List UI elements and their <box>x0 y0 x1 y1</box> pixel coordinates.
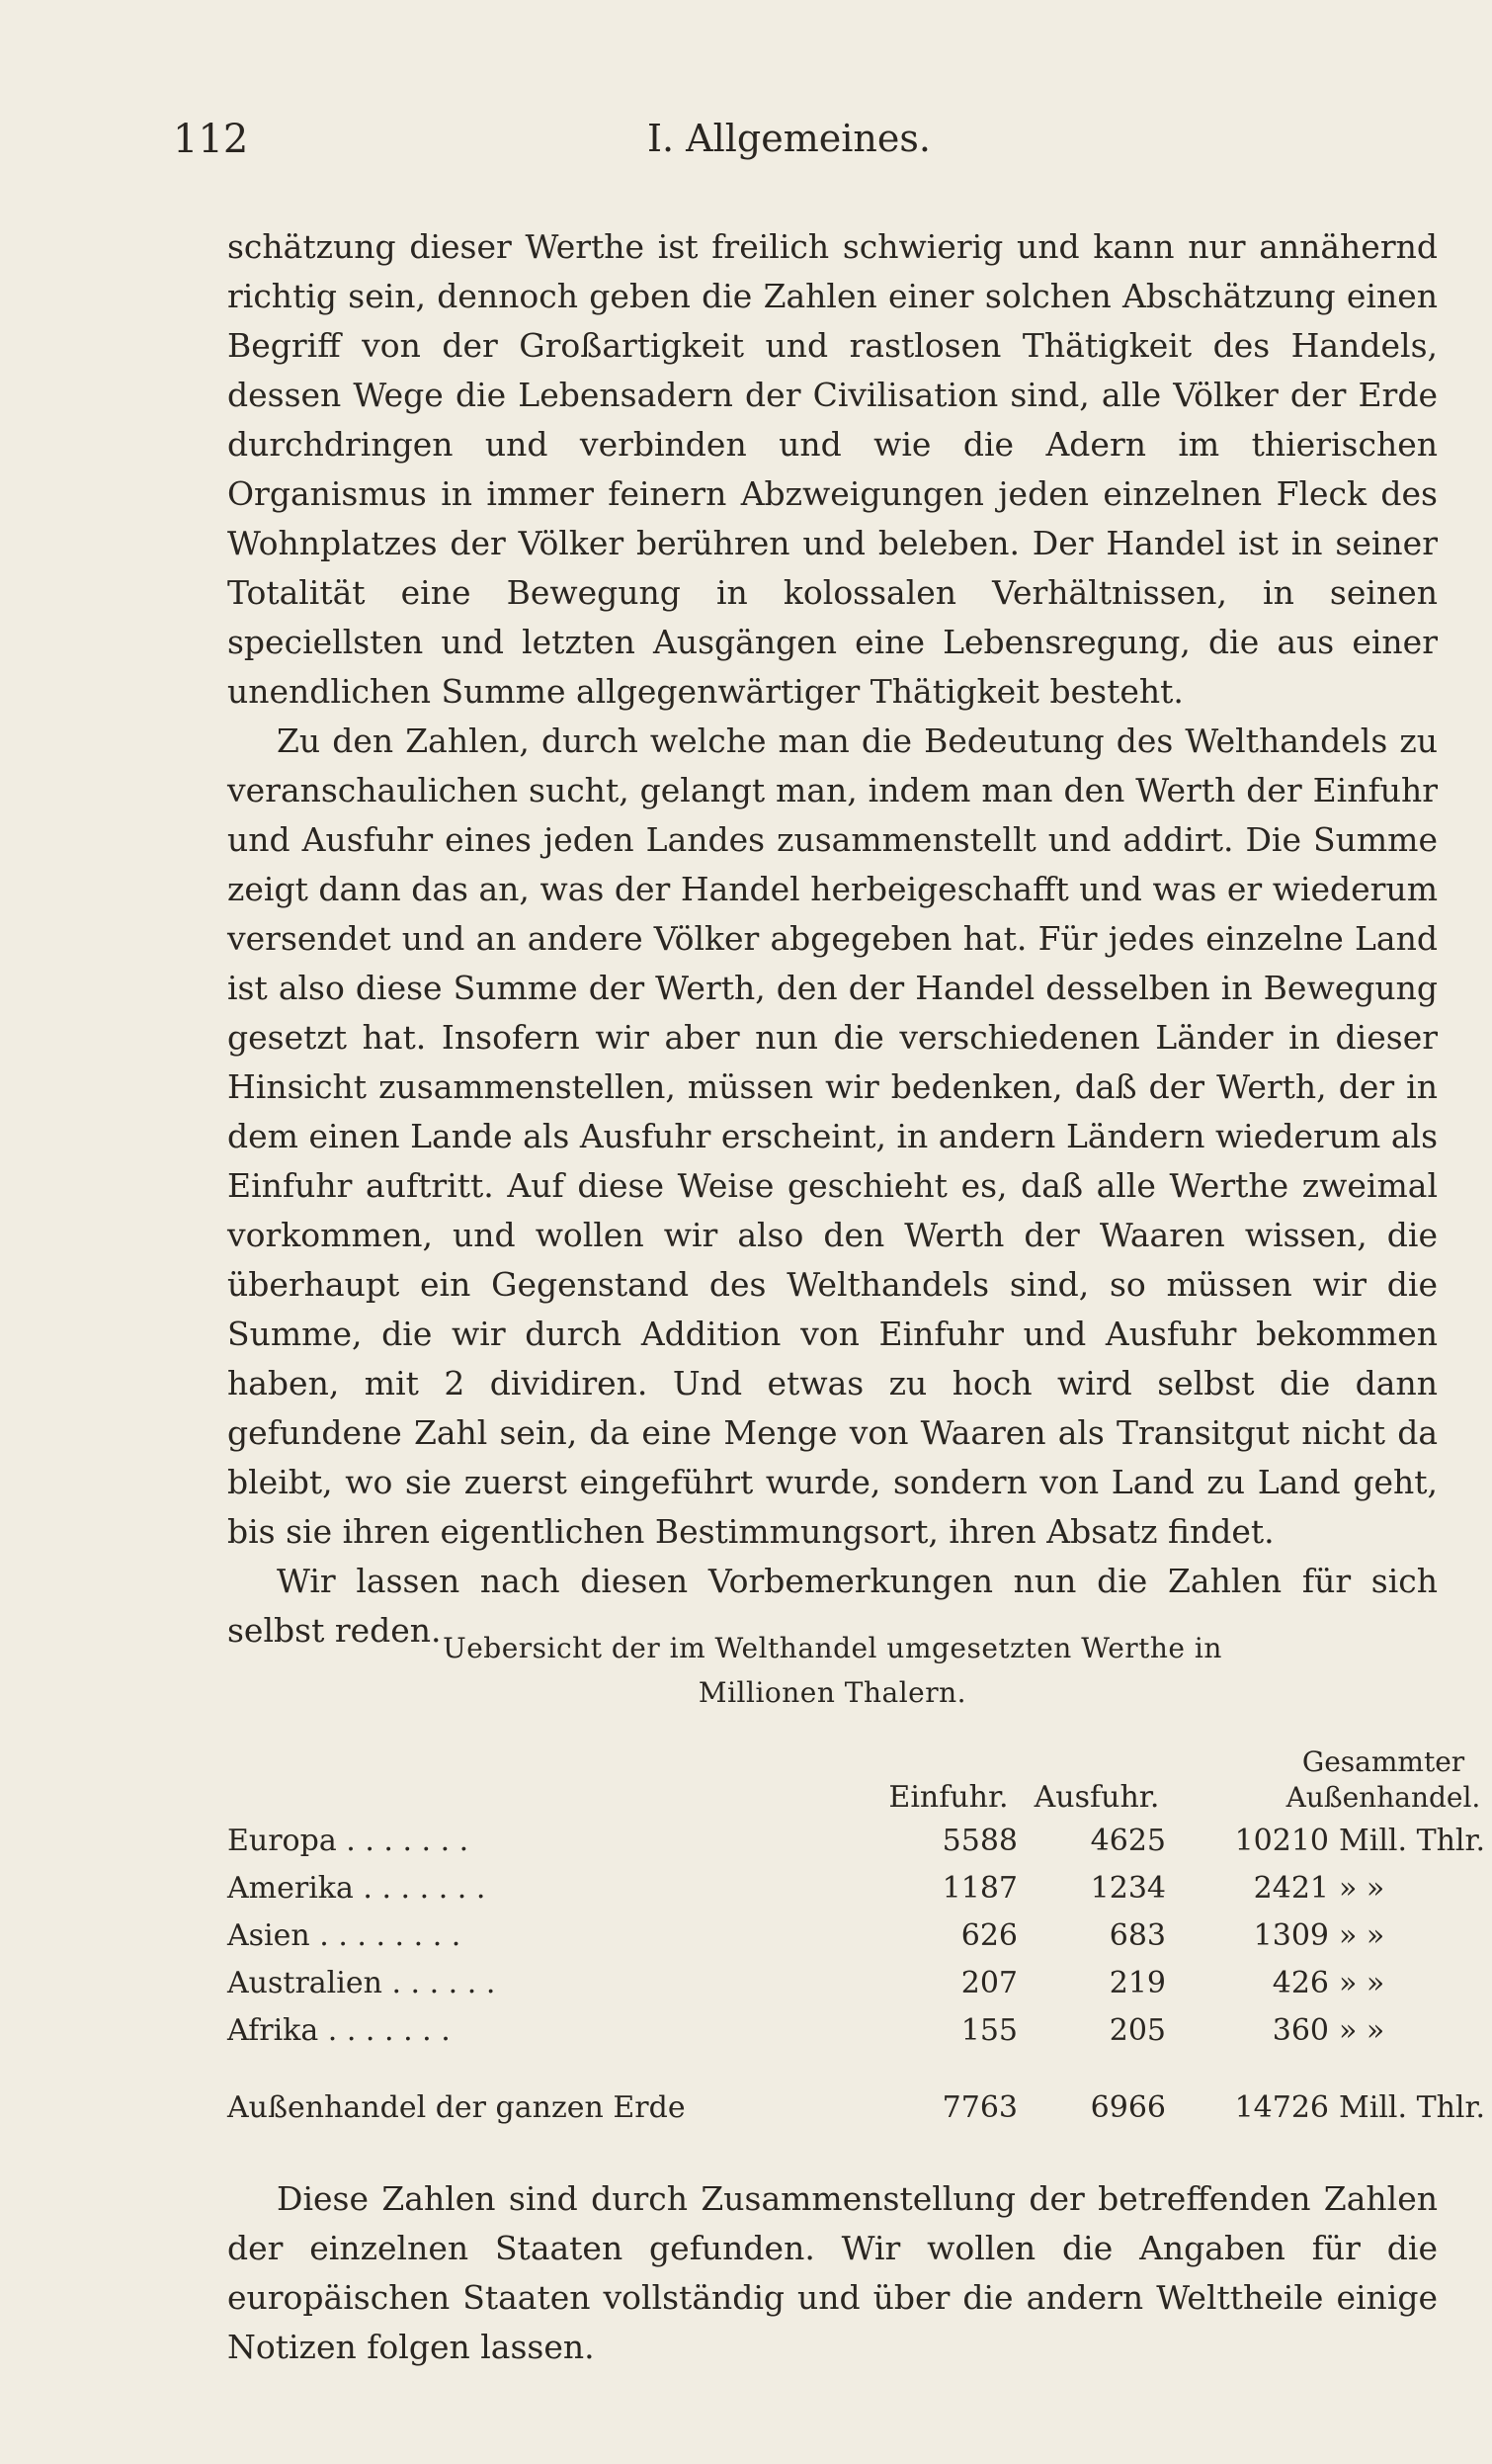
paragraph-2: Zu den Zahlen, durch welche man die Bedeutung des Welthandels zu veranschaulichen sucht, gelangt man, indem man den Werth der Einfuhr und Ausfuhr eines jeden Landes zusammenstellt und addirt. Die Summe zeigt dann das an, was der Handel herbeigeschafft und was er wiederum versendet und an andere Völker abgegeben hat. Für jedes einzelne Land ist also diese Summe der Werth, den der Handel desselben in Bewegung gesetzt hat. Insofern wir aber nun die verschiedenen Länder in dieser Hinsicht zusammenstellen, müssen wir bedenken, daß der Werth, der in dem einen Lande als Ausfuhr erscheint, in andern Ländern wiederum als Einfuhr auftritt. Auf diese Weise geschieht es, daß alle Werthe zweimal vorkommen, und wollen wir also den Werth der Waaren wissen, die überhaupt ein Gegenstand des Welthandels sind, so müssen wir die Summe, die wir durch Addition von Einfuhr und Ausfuhr bekommen haben, mit 2 dividiren. Und etwas zu hoch wird selbst die dann gefundene Zahl sein, da eine Menge von Waaren als Transitgut nicht da bleibt, wo sie zuerst eingeführt wurde, sondern von Land zu Land geht, bis sie ihren eigentlichen Bestimmungsort, ihren Absatz findet. <box>227 722 1438 1551</box>
row-region: Amerika . . . . . . . <box>227 1871 486 1906</box>
table-row <box>227 1918 1438 1966</box>
row-unit: » » <box>1339 1871 1385 1906</box>
header-total-line-1: Gesammter <box>1301 1745 1465 1778</box>
table-total-row <box>227 2090 1486 2138</box>
row-unit: Mill. Thlr. <box>1339 1824 1486 1858</box>
row-region: Asien . . . . . . . . <box>227 1918 461 1953</box>
table-row <box>227 1871 1438 1918</box>
table-caption <box>227 1626 1438 1715</box>
row-import: 155 <box>960 2013 1018 2048</box>
row-total: 1309 <box>1253 1918 1329 1953</box>
row-total: 2421 <box>1253 1871 1329 1906</box>
table-caption-line-1: Uebersicht der im Welthandel umgesetzten Werthe in <box>443 1632 1222 1664</box>
row-total: 360 <box>1272 2013 1329 2048</box>
row-total: 426 <box>1272 1966 1329 2000</box>
header-total-line-2: Außenhandel. <box>1285 1781 1481 1814</box>
row-unit: » » <box>1339 1918 1385 1953</box>
paragraph-1: schätzung dieser Werthe ist freilich schwierig und kann nur annähernd richtig sein, dennoch geben die Zahlen einer solchen Abschätzung einen Begriff von der Großartigkeit und rastlosen Thätigkeit des Handels, dessen Wege die Lebensadern der Civilisation sind, alle Völker der Erde durchdringen und verbinden und wie die Adern im thierischen Organismus in immer feinern Abzweigungen jeden einzelnen Fleck des Wohnplatzes der Völker berühren und beleben. Der Handel ist in seiner Totalität eine Bewegung in kolossalen Verhältnissen, in seinen speciellsten und letzten Ausgängen eine Lebensregung, die aus einer unendlichen Summe allgegenwärtiger Thätigkeit besteht. <box>227 227 1438 711</box>
running-title: I. Allgemeines. <box>647 117 931 160</box>
row-region: Europa . . . . . . . <box>227 1824 469 1858</box>
row-region: Australien . . . . . . <box>227 1966 496 2000</box>
total-export: 6966 <box>1090 2090 1166 2125</box>
row-export: 205 <box>1109 2013 1166 2048</box>
header-total <box>1275 1744 1492 1816</box>
table-row <box>227 1966 1438 2013</box>
closing-paragraph: Diese Zahlen sind durch Zusammenstellung der betreffenden Zahlen der einzelnen Staaten gefunden. Wir wollen die Angaben für die europäischen Staaten vollständig und über die andern Welttheile einige Notizen folgen lassen. <box>227 2179 1438 2366</box>
row-unit: » » <box>1339 1966 1385 2000</box>
body-text <box>227 222 1438 1656</box>
table-row <box>227 2013 1438 2061</box>
page-number: 112 <box>173 117 249 162</box>
paragraph-3: Wir lassen nach diesen Vorbemerkungen nun die Zahlen für sich selbst reden. <box>227 1562 1438 1650</box>
row-unit: » » <box>1339 2013 1385 2048</box>
total-total: 14726 <box>1234 2090 1329 2125</box>
total-import: 7763 <box>942 2090 1018 2125</box>
header-export: Ausfuhr. <box>1034 1780 1160 1815</box>
row-export: 683 <box>1109 1918 1166 1953</box>
table-row <box>227 1824 1486 1871</box>
total-region: Außenhandel der ganzen Erde <box>227 2090 686 2125</box>
table-header-row <box>227 1744 1481 1824</box>
row-export: 219 <box>1109 1966 1166 2000</box>
row-import: 207 <box>960 1966 1018 2000</box>
page-header <box>173 117 1289 176</box>
row-export: 1234 <box>1090 1871 1166 1906</box>
row-export: 4625 <box>1090 1824 1166 1858</box>
total-unit: Mill. Thlr. <box>1339 2090 1486 2125</box>
header-import: Einfuhr. <box>888 1780 1009 1815</box>
trade-table <box>227 1744 1486 2138</box>
row-import: 5588 <box>942 1824 1018 1858</box>
table-caption-line-2: Millionen Thalern. <box>698 1676 967 1709</box>
row-import: 1187 <box>942 1871 1018 1906</box>
row-region: Afrika . . . . . . . <box>227 2013 451 2048</box>
row-total: 10210 <box>1234 1824 1329 1858</box>
row-import: 626 <box>960 1918 1018 1953</box>
